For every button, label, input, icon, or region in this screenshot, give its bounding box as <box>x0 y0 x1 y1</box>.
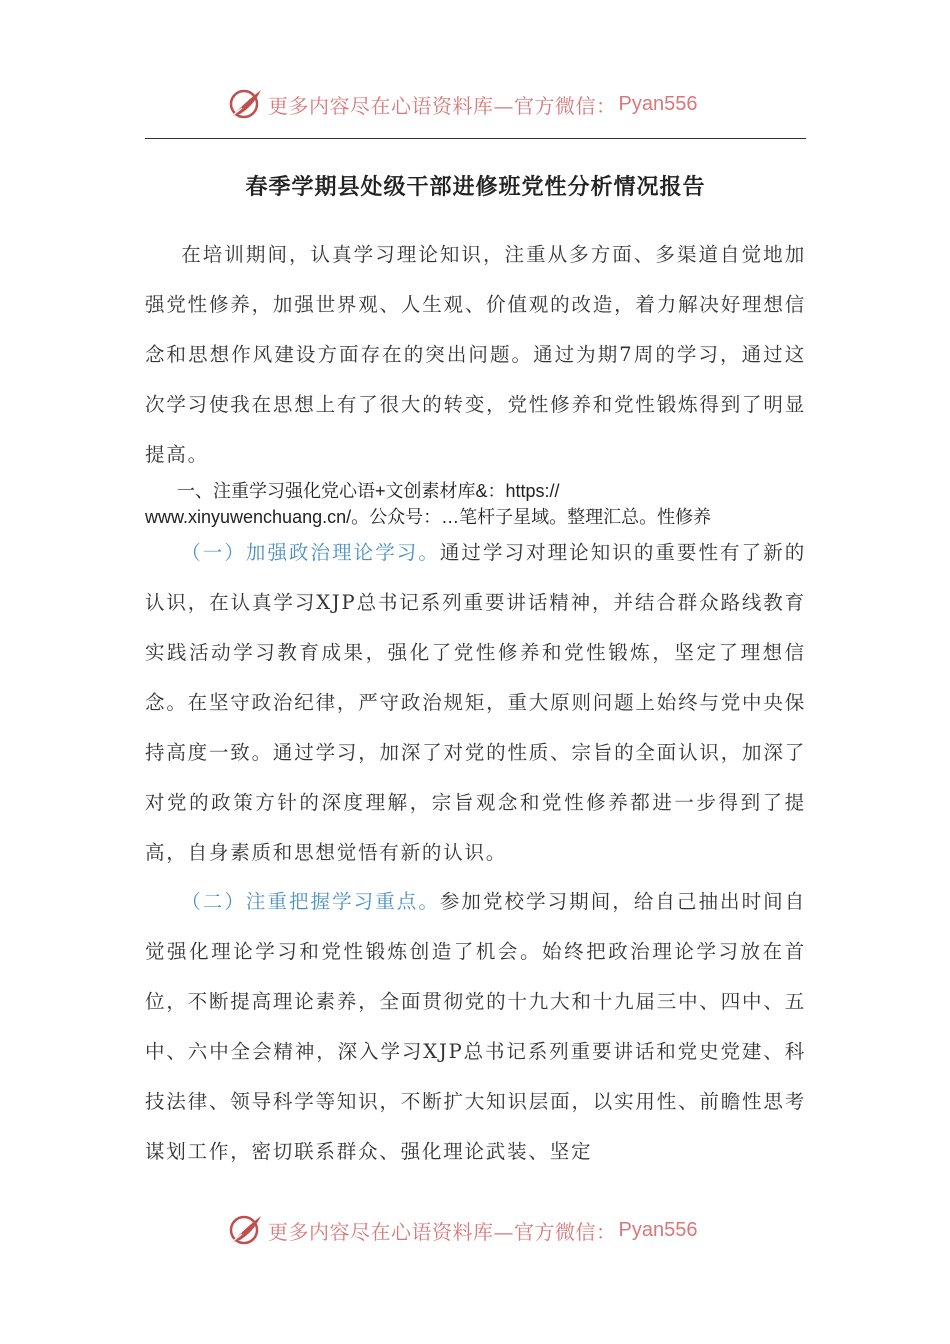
section-one-line1: 一、注重学习强化党心语+文创素材库&：https:// <box>177 481 560 501</box>
quill-pen-logo-icon <box>228 86 264 122</box>
intro-text: 在培训期间，认真学习理论知识，注重从多方面、多渠道自觉地加强党性修养，加强世界观、人生观、价值观的改造，着力解决好理想信念和思想作风建设方面存在的突出问题。通过为期7周的学习，通过这次学习使我在思想上有了很大的转变，党性修养和党性锻炼得到了明显提高。 <box>145 243 806 466</box>
footer-banner <box>228 1210 728 1250</box>
document-title: 春季学期县处级干部进修班党性分析情况报告 <box>245 174 706 200</box>
subsection-one-body: 通过学习对理论知识的重要性有了新的认识，在认真学习XJP总书记系列重要讲话精神，并结合群众路线教育实践活动学习教育成果，强化了党性修养和党性锻炼，坚定了理想信念。在坚守政治纪律，严守政治规矩，重大原则问题上始终与党中央保持高度一致。通过学习，加深了对党的性质、宗旨的全面认识，加深了对党的政策方针的深度理解，宗旨观念和党性修养都进一步得到了提高，自身素质和思想觉悟有新的认识。 <box>145 541 806 864</box>
banner-text: 更多内容尽在心语资料库—官方微信： <box>268 93 617 118</box>
section-one-line2: www.xinyuwenchuang.cn/。公众号：…笔杆子星域。整理汇总。性修养 <box>145 507 712 527</box>
subsection-one-paragraph <box>145 528 806 878</box>
footer-banner-text: 更多内容尽在心语资料库—官方微信： <box>268 1219 617 1244</box>
subsection-two-heading: （二）注重把握学习重点。 <box>181 890 440 913</box>
subsection-one-heading: （一）加强政治理论学习。 <box>181 541 440 564</box>
header-banner <box>228 84 728 124</box>
subsection-two-body: 参加党校学习期间，给自己抽出时间自觉强化理论学习和党性锻炼创造了机会。始终把政治理论学习放在首位，不断提高理论素养，全面贯彻党的十九大和十九届三中、四中、五中、六中全会精神，深入学习XJP总书记系列重要讲话和党史党建、科技法律、领导科学等知识，不断扩大知识层面，以实用性、前瞻性思考谋划工作，密切联系群众、强化理论武装、坚定 <box>145 890 806 1163</box>
section-one-heading <box>145 478 806 530</box>
header-divider <box>145 138 806 139</box>
quill-pen-logo-icon <box>228 1212 264 1248</box>
subsection-two-paragraph <box>145 877 806 1177</box>
footer-banner-wechat-id: Pyan556 <box>618 1218 698 1241</box>
intro-paragraph <box>145 230 806 480</box>
banner-wechat-id: Pyan556 <box>618 92 698 115</box>
